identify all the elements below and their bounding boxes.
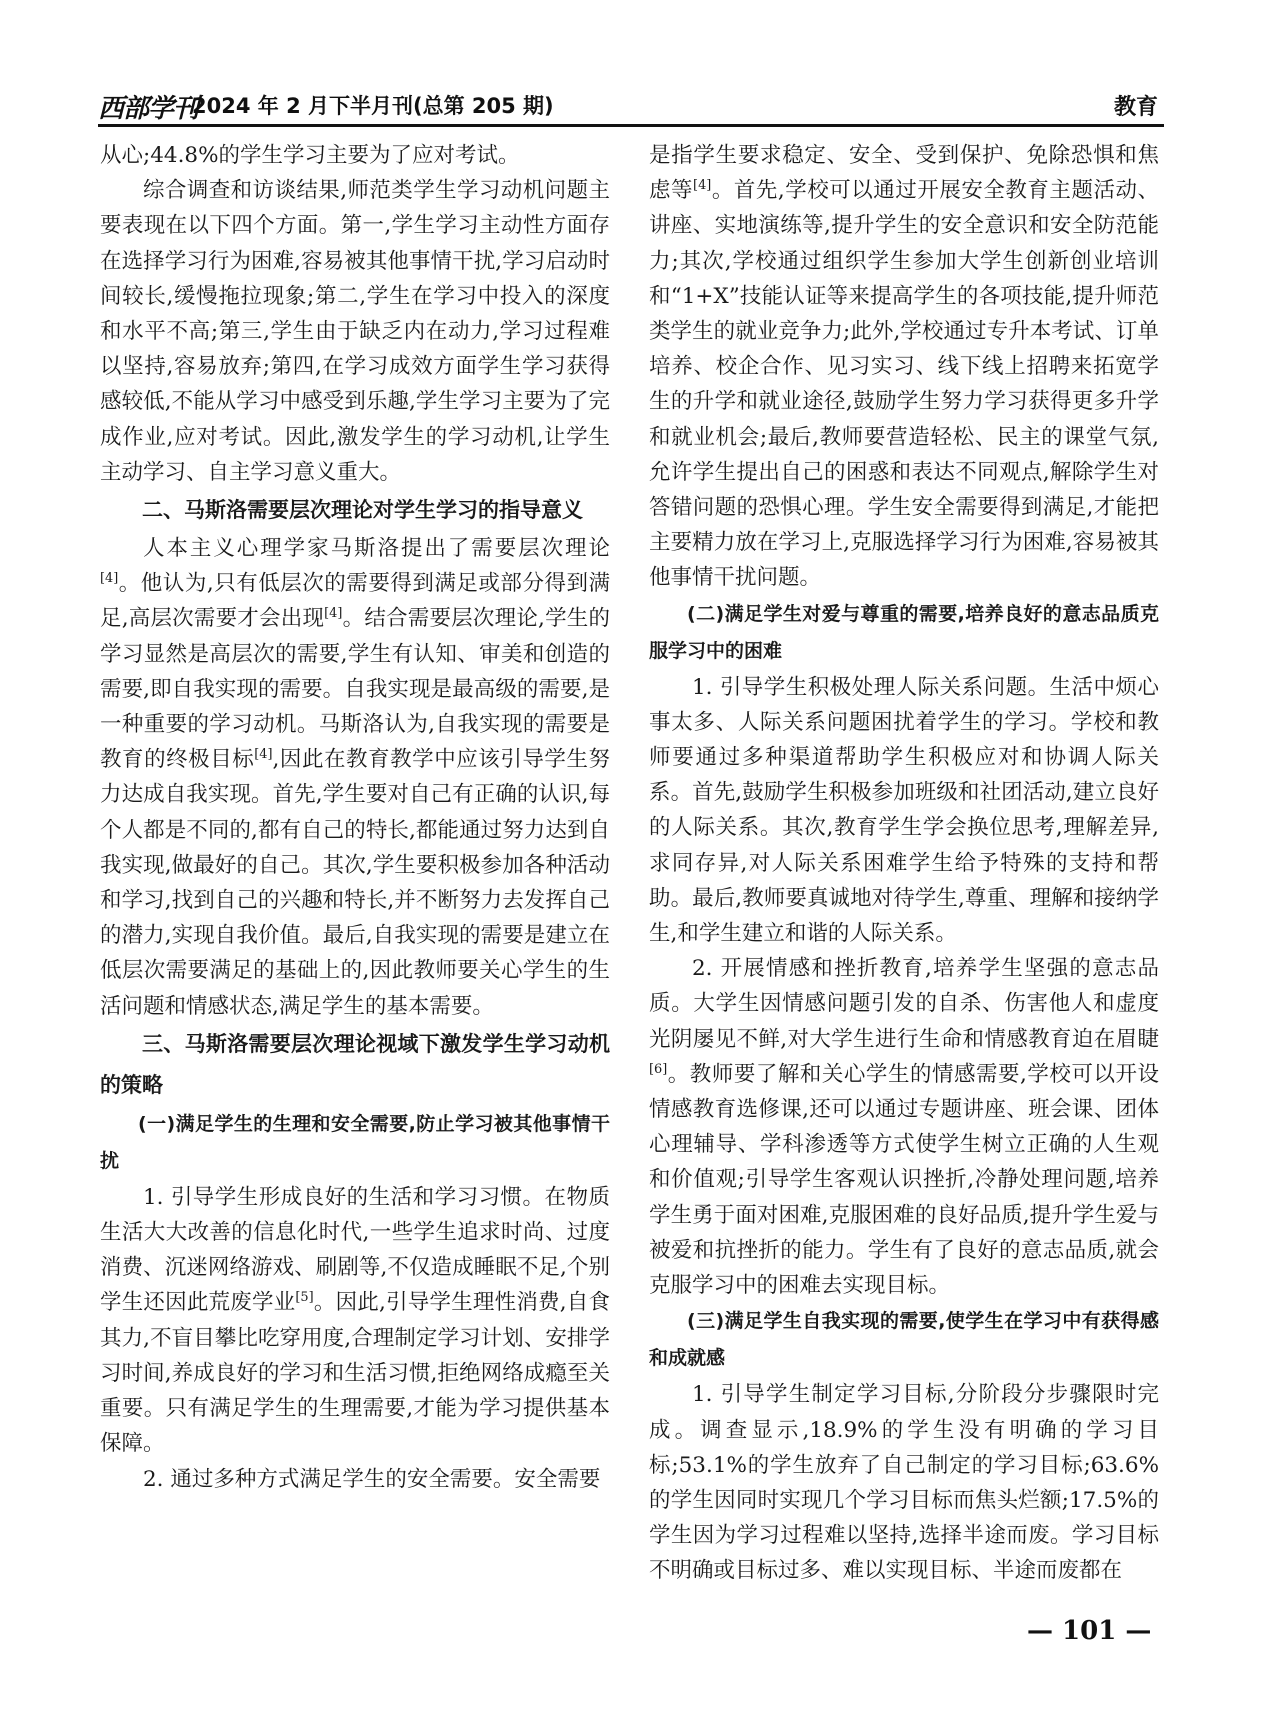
citation: [4] (254, 747, 273, 763)
section-label: 教育 (1113, 95, 1158, 120)
subsection-heading: (一)满足学生的生理和安全需要,防止学习被其他事情干扰 (100, 1112, 610, 1172)
right-column (649, 138, 1159, 1589)
section-heading: 二、马斯洛需要层次理论对学生学习的指导意义 (142, 498, 583, 523)
journal-logo: 西部学刊 (98, 94, 199, 124)
issue-info: 2024 年 2 月下半月刊(总第 205 期) (192, 94, 554, 118)
citation: [4] (100, 571, 119, 587)
citation: [4] (324, 606, 343, 622)
page-header (98, 82, 1164, 122)
citation: [6] (649, 1061, 668, 1077)
page-number: — 101 — (1027, 1616, 1152, 1646)
paragraph: 人本主义心理学家马斯洛提出了需要层次理论[4]。他认为,只有低层次的需要得到满足或部分得到满足,高层次需要才会出现[4]。结合需要层次理论,学生的学习显然是高层次的需要,学生有认知、审美和创造的需要,即自我实现的需要。自我实现是最高级的需要,是一种重要的学习动机。马斯洛认为,自我实现的需要是教育的终极目标[4],因此在教育教学中应该引导学生努力达成自我实现。首先,学生要对自己有正确的认识,每个人都是不同的,都有自己的特长,都能通过努力达到自我实现,做最好的自己。其次,学生要积极参加各种活动和学习,找到自己的兴趣和特长,并不断努力去发挥自己的潜力,实现自我价值。最后,自我实现的需要是建立在低层次需要满足的基础上的,因此教师要关心学生的生活问题和情感状态,满足学生的基本需要。 (100, 536, 610, 1019)
paragraph: 1. 引导学生制定学习目标,分阶段分步骤限时完成。调查显示,18.9%的学生没有明确的学习目标;53.1%的学生放弃了自己制定的学习目标;63.6%的学生因同时实现几个学习目标而焦头烂额;17.5%的学生因为学习过程难以坚持,选择半途而废。学习目标不明确或目标过多、难以实现目标、半途而废都在 (649, 1382, 1159, 1584)
citation: [4] (693, 178, 712, 194)
paragraph: 2. 通过多种方式满足学生的安全需要。安全需要 (143, 1466, 601, 1492)
subsection-heading: (三)满足学生自我实现的需要,使学生在学习中有获得感和成就感 (649, 1310, 1159, 1370)
paragraph: 1. 引导学生积极处理人际关系问题。生活中烦心事太多、人际关系问题困扰着学生的学习。学校和教师要通过多种渠道帮助学生积极应对和协调人际关系。首先,鼓励学生积极参加班级和社团活动,建立良好的人际关系。其次,教育学生学会换位思考,理解差异,求同存异,对人际关系困难学生给予特殊的支持和帮助。最后,教师要真诚地对待学生,尊重、理解和接纳学生,和学生建立和谐的人际关系。 (649, 674, 1159, 947)
paragraph: 2. 开展情感和挫折教育,培养学生坚强的意志品质。大学生因情感问题引发的自杀、伤害他人和虚度光阴屡见不鲜,对大学生进行生命和情感教育迫在眉睫[6]。教师要了解和关心学生的情感需要,学校可以开设情感教育选修课,还可以通过专题讲座、班会课、团体心理辅导、学科渗透等方式使学生树立正确的人生观和价值观;引导学生客观认识挫折,冷静处理问题,培养学生勇于面对困难,克服困难的良好品质,提升学生爱与被爱和抗挫折的能力。学生有了良好的意志品质,就会克服学习中的困难去实现目标。 (649, 956, 1159, 1299)
citation: [5] (295, 1290, 314, 1306)
left-column (100, 138, 610, 1497)
header-rule (98, 124, 1164, 127)
paragraph: 从心;44.8%的学生学习主要为了应对考试。 (100, 143, 520, 168)
paragraph: 是指学生要求稳定、安全、受到保护、免除恐惧和焦虑等[4]。首先,学校可以通过开展安全教育主题活动、讲座、实地演练等,提升学生的安全意识和安全防范能力;其次,学校通过组织学生参加大学生创新创业培训和“1+X”技能认证等来提高学生的各项技能,提升师范类学生的就业竞争力;此外,学校通过专升本考试、订单培养、校企合作、见习实习、线下线上招聘来拓宽学生的升学和就业途径,鼓励学生努力学习获得更多升学和就业机会;最后,教师要营造轻松、民主的课堂气氛,允许学生提出自己的困惑和表达不同观点,解除学生对答错问题的恐惧心理。学生安全需要得到满足,才能把主要精力放在学习上,克服选择学习行为困难,容易被其他事情干扰问题。 (649, 143, 1159, 591)
paragraph: 1. 引导学生形成良好的生活和学习习惯。在物质生活大大改善的信息化时代,一些学生追求时尚、过度消费、沉迷网络游戏、刷剧等,不仅造成睡眠不足,个别学生还因此荒废学业[5]。因此,引导学生理性消费,自食其力,不盲目攀比吃穿用度,合理制定学习计划、安排学习时间,养成良好的学习和生活习惯,拒绝网络成瘾至关重要。只有满足学生的生理需要,才能为学习提供基本保障。 (100, 1184, 610, 1457)
section-heading: 三、马斯洛需要层次理论视域下激发学生学习动机的策略 (100, 1031, 610, 1097)
subsection-heading: (二)满足学生对爱与尊重的需要,培养良好的意志品质克服学习中的困难 (649, 602, 1159, 662)
paragraph: 综合调查和访谈结果,师范类学生学习动机问题主要表现在以下四个方面。第一,学生学习主动性方面存在选择学习行为困难,容易被其他事情干扰,学习启动时间较长,缓慢拖拉现象;第二,学生在学习中投入的深度和水平不高;第三,学生由于缺乏内在动力,学习过程难以坚持,容易放弃;第四,在学习成效方面学生学习获得感较低,不能从学习中感受到乐趣,学生学习主要为了完成作业,应对考试。因此,激发学生的学习动机,让学生主动学习、自主学习意义重大。 (100, 178, 610, 485)
